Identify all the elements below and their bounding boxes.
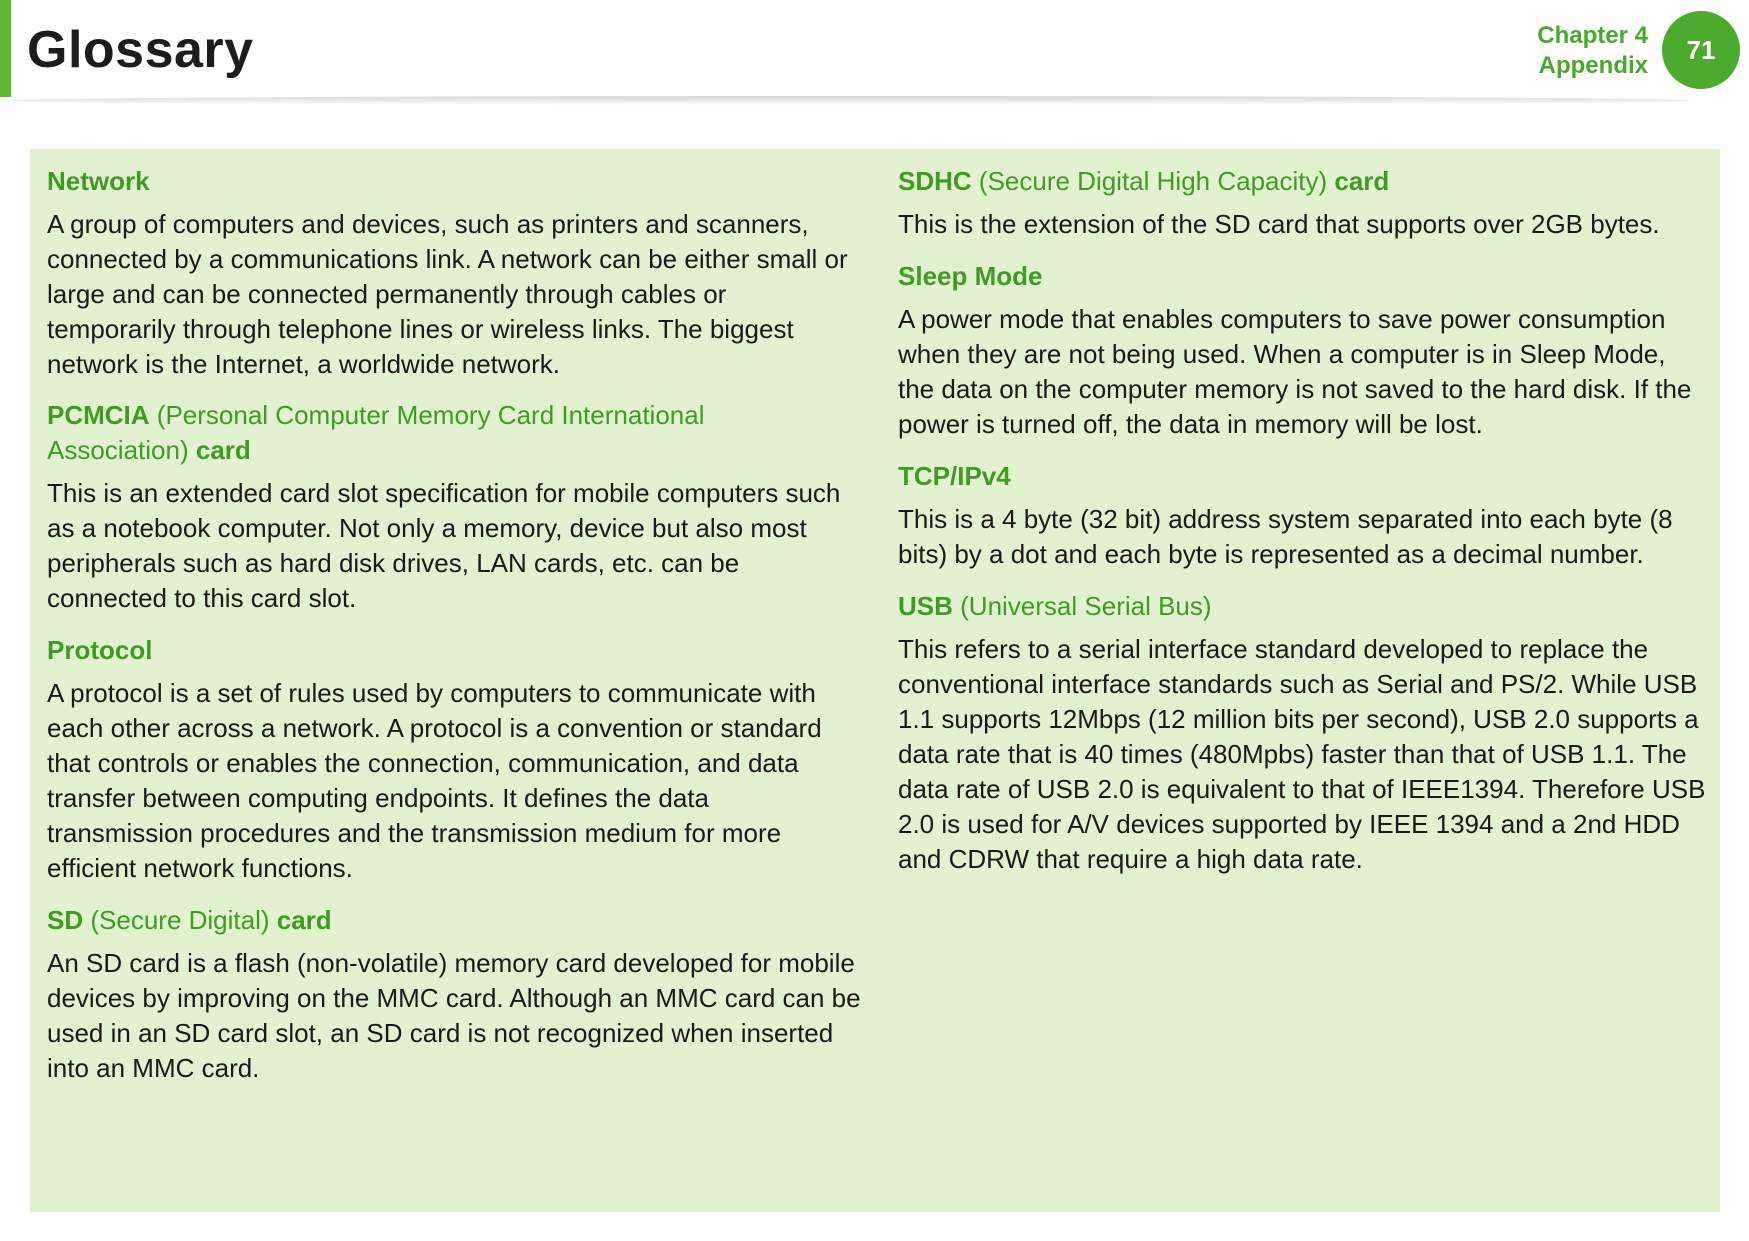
term-name: SDHC (898, 166, 972, 196)
term-suffix: card (1334, 166, 1390, 196)
term-name: Protocol (47, 635, 153, 665)
glossary-term (898, 258, 1708, 294)
glossary-right-column (898, 163, 1708, 893)
glossary-term (47, 632, 862, 668)
glossary-definition: This refers to a serial interface standard developed to replace the conventional interface standards such as Serial and PS/2. While USB 1.1 supports 12Mbps (12 million bits per second), USB 2.0 supports a data rate that is 40 times (480Mpbs) faster than that of USB 1.1. The data rate of USB 2.0 is equivalent to that of IEEE1394. Therefore USB 2.0 is used for A/V devices supported by IEEE 1394 and a 2nd HDD and CDRW that require a high data rate. (898, 634, 1706, 874)
term-expansion: (Secure Digital) (90, 905, 270, 935)
header-accent-bar (0, 0, 11, 97)
term-expansion: (Universal Serial Bus) (960, 591, 1212, 621)
glossary-left-column (47, 163, 862, 1102)
chapter-section: Appendix (1538, 52, 1648, 79)
glossary-entry-network (47, 163, 862, 382)
glossary-definition: An SD card is a flash (non-volatile) memory card developed for mobile devices by improving on the MMC card. Although an MMC card can be used in an SD card slot, an SD card is not recognized when inserted into an MMC card. (47, 948, 861, 1083)
term-suffix: card (276, 905, 332, 935)
glossary-term (898, 163, 1708, 199)
header-divider (10, 96, 1690, 105)
glossary-entry-tcp-ipv4 (898, 458, 1708, 572)
glossary-entry-sd (47, 902, 862, 1086)
term-expansion: (Personal Computer Memory Card International Association) (47, 400, 705, 465)
glossary-definition: This is the extension of the SD card that supports over 2GB bytes. (898, 209, 1660, 239)
term-expansion: (Secure Digital High Capacity) (978, 166, 1328, 196)
glossary-definition: A protocol is a set of rules used by computers to communicate with each other across a network. A protocol is a convention or standard that controls or enables the connection, communication, and data transfer between computing endpoints. It defines the data transmission procedures and the transmission medium for more efficient network functions. (47, 678, 822, 883)
term-name: USB (898, 591, 953, 621)
glossary-entry-pcmcia (47, 398, 862, 616)
glossary-entry-sdhc (898, 163, 1708, 242)
term-name: PCMCIA (47, 400, 150, 430)
term-name: Sleep Mode (898, 261, 1043, 291)
glossary-definition: A group of computers and devices, such as printers and scanners, connected by a communications link. A network can be either small or large and can be connected permanently through cables or temporarily through telephone lines or wireless links. The biggest network is the Internet, a worldwide network. (47, 209, 848, 379)
page-title: Glossary (27, 21, 254, 79)
page-number-badge: 71 (1662, 11, 1740, 89)
term-name: SD (47, 905, 84, 935)
term-name: Network (47, 166, 150, 196)
glossary-entry-usb (898, 588, 1708, 877)
glossary-term (898, 588, 1708, 624)
glossary-term (47, 398, 747, 468)
glossary-definition: This is a 4 byte (32 bit) address system separated into each byte (8 bits) by a dot and each byte is represented as a decimal number. (898, 504, 1673, 569)
glossary-definition: A power mode that enables computers to save power consumption when they are not being used. When a computer is in Sleep Mode, the data on the computer memory is not saved to the hard disk. If the power is turned off, the data in memory will be lost. (898, 304, 1692, 439)
glossary-entry-sleep-mode (898, 258, 1708, 442)
chapter-label (1537, 21, 1648, 81)
glossary-term (47, 902, 862, 938)
glossary-entry-protocol (47, 632, 862, 886)
glossary-term (898, 458, 1708, 494)
term-suffix: card (195, 435, 251, 465)
chapter-number: Chapter 4 (1537, 22, 1648, 49)
term-name: TCP/IPv4 (898, 461, 1011, 491)
glossary-term (47, 163, 862, 199)
glossary-definition: This is an extended card slot specification for mobile computers such as a notebook computer. Not only a memory, device but also most peripherals such as hard disk drives, LAN cards, etc. can be connected to this card slot. (47, 478, 841, 613)
glossary-panel (30, 149, 1720, 1212)
